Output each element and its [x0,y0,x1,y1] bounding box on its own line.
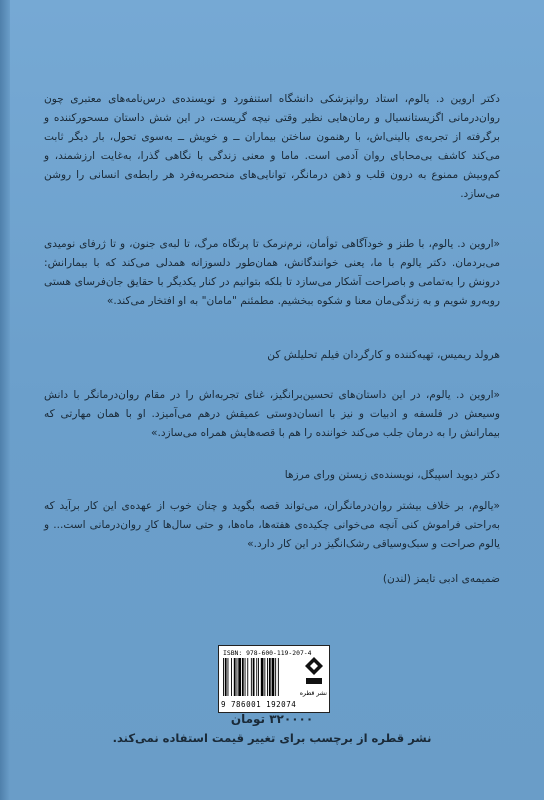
ghatreh-logo-icon [302,656,326,686]
blurb-ramis-text: «اروین د. یالوم، با طنز و خودآگاهی توأمان، نرم‌نرمک تا پرتگاه مرگ، تا لبه‌ی جنون، و تا ژرفای نومیدی می‌بردمان. دکتر یالوم با ما، یعنی خوانندگانش، همان‌طور دلسوزانه همدلی می‌کند که با بیمارانش: درونش را به‌تمامی و باصراحت آشکار می‌سازد تا بلکه بتوانیم در کنار یکدیگر با حقایق جان‌فرسای هستی روبه‌رو شویم و به زندگی‌مان معنا و شکوه ببخشیم. مطمئنم "مامان" به او افتخار می‌کند.» [44,238,500,307]
isbn-text: ISBN: 978-600-119-207-4 [223,649,312,657]
blurb-times [44,497,500,554]
spine-edge [0,0,10,800]
blurb-spiegel-text: «اروین د. یالوم، در این داستان‌های تحسین‌برانگیز، غنای تجربه‌اش را در مقام روان‌درمانگر با دانش وسیعش در فلسفه و ادبیات و نیز با انسان‌دوستی عمیقش درهم می‌آمیزد. او با همان مهارتی که بیمارانش را به درمان جلب می‌کند خواننده را هم با قصه‌هایش همراه می‌سازد.» [44,389,500,439]
blurb-times-text: «یالوم، بر خلاف بیشتر روان‌درمانگران، می‌تواند قصه بگوید و چنان خوب از عهده‌ی این کار برآید که به‌راحتی فراموش کنی آنچه می‌خوانی چکیده‌ی هفته‌ها، ماه‌ها، و حتی سال‌ها کارِ روان‌درمانی است... و یالوم صراحت و سبک‌وسیاقی رشک‌انگیز در این کار دارد.» [44,500,500,550]
blurb-spiegel [44,386,500,443]
price: ۳۲۰۰۰۰ تومان [230,712,314,726]
attribution-times: ضمیمه‌ی ادبی تایمز (لندن) [382,573,500,585]
publisher-name: نشر قطره [299,690,327,697]
description-paragraph [44,90,500,204]
description-text: دکتر اروین د. یالوم، استاد روانپزشکی دانشگاه استنفورد و نویسنده‌ی درس‌نامه‌های معتبری چون روان‌درمانی اگزیستانسیال و رمان‌هایی نظیر وقتی نیچه گریست، در این شش داستان مسحورکننده و برگرفته از تجربه‌ی بالینی‌اش، با رهنمون ساختن بیماران ــ و خویش ــ به‌سوی تحول، بار دیگر ثابت می‌کند کاشف بی‌محابای روان آدمی است. ماما و معنی زندگی با نگاهی گذرا، به‌غایت ارزشمند، و کم‌وبیش ممنوع به درون قلب و ذهن درمانگر، توانایی‌های منحصربه‌فرد هر رابطه‌ی انسانی را روشن می‌سازد. [44,93,500,200]
barcode-icon [223,658,299,696]
attribution-ramis: هرولد ریمیس، تهیه‌کننده و کارگردان فیلم تحلیلش کن [267,349,500,361]
attribution-spiegel: دکتر دیوید اسپیگل، نویسنده‌ی زیستن ورای مرزها [284,469,500,481]
barcode-label [218,645,330,713]
blurb-ramis [44,235,500,311]
barcode-number: 9 786001 192074 [221,700,297,709]
price-note: نشر قطره از برچسب برای تغییر قیمت استفاده نمی‌کند. [112,731,432,745]
